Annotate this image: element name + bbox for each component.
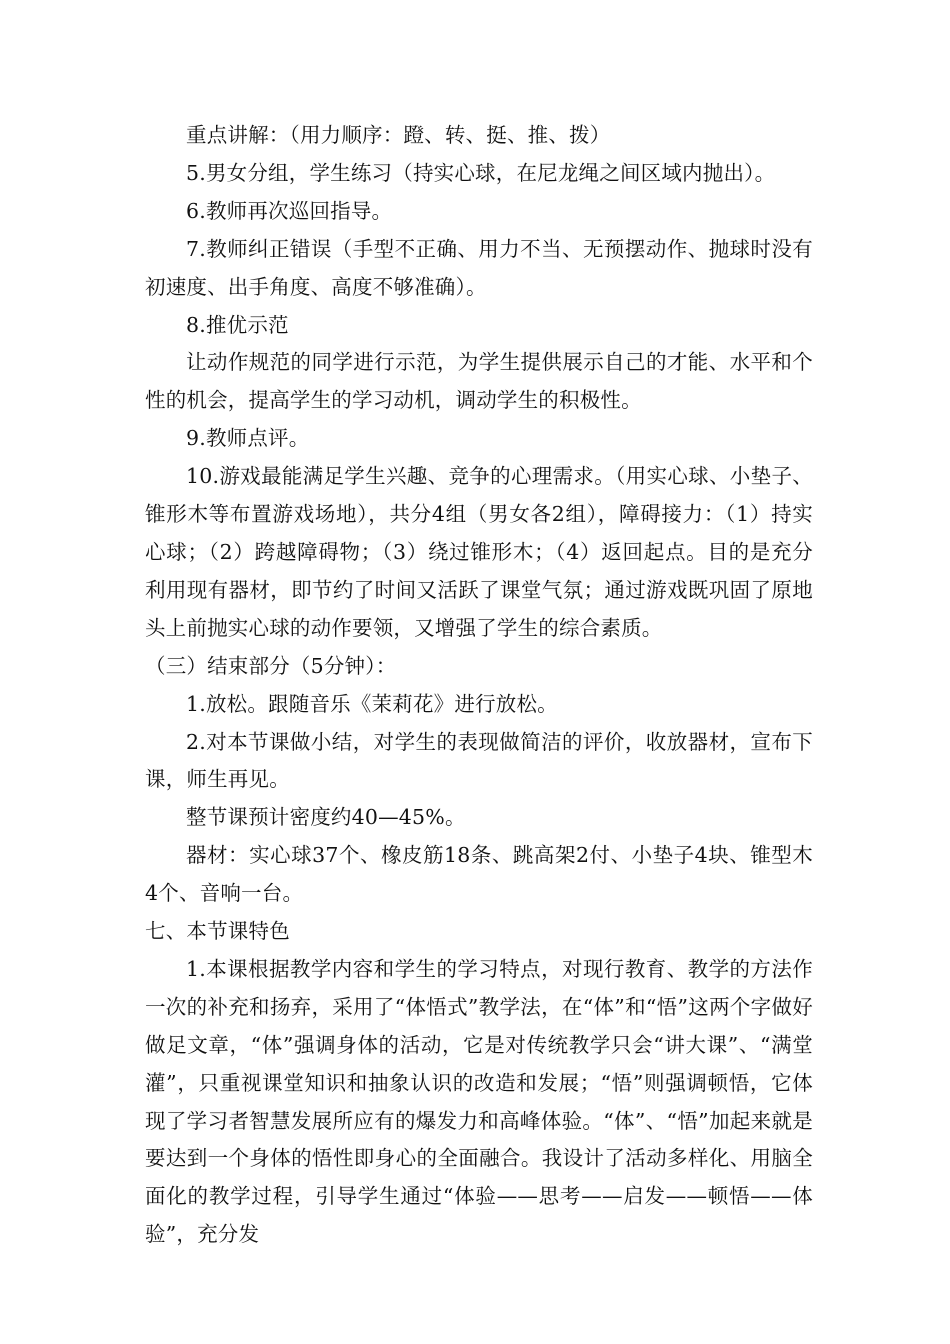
paragraph-relax: 1.放松。跟随音乐《茉莉花》进行放松。 — [186, 691, 558, 716]
section-heading-features: 七、本节课特色 — [145, 919, 290, 944]
paragraph-key-points: 重点讲解：（用力顺序：蹬、转、挺、推、拨） — [186, 123, 611, 147]
paragraph-feature-1: 1.本课根据教学内容和学生的学习特点，对现行教育、教学的方法作一次的补充和扬弃，采用了“体悟式”教学法，在“体”和“悟”这两个字做好做足文章，“体”强调身体的活动，它是对传统教学只会“讲大课”、“满堂灌”，只重视课堂知识和抽象认识的改造和发展；“悟”则强调顿悟，它体现了学习者智慧发展所应有的爆发力和高峰体验。“体”、“悟”加起来就是要达到一个身体的悟性即身心的全面融合。我设计了活动多样化、用脑全面化的教学过程，引导学生通过“体验——思考——启发——顿悟——体验”，充分发 — [145, 956, 813, 1247]
paragraph-step-10: 10.游戏最能满足学生兴趣、竞争的心理需求。（用实心球、小垫子、锥形木等布置游戏场地），共分4组（男女各2组），障碍接力：（1）持实心球；（2）跨越障碍物；（3）绕过锥形木；（4）返回起点。目的是充分利用现有器材，即节约了时间又活跃了课堂气氛；通过游戏既巩固了原地头上前抛实心球的动作要领，又增强了学生的综合素质。 — [145, 464, 813, 640]
paragraph-summary: 2.对本节课做小结，对学生的表现做简洁的评价，收放器材，宣布下课，师生再见。 — [145, 729, 813, 792]
paragraph-equipment: 器材：实心球37个、橡皮筋18条、跳高架2付、小垫子4块、锥型木4个、音响一台。 — [145, 843, 813, 906]
section-heading-ending: （三）结束部分（5分钟）： — [145, 653, 397, 678]
paragraph-step-7: 7.教师纠正错误（手型不正确、用力不当、无预摆动作、抛球时没有初速度、出手角度、高度不够准确）。 — [145, 236, 813, 299]
document-body — [145, 117, 813, 1254]
paragraph-step-9: 9.教师点评。 — [186, 426, 310, 451]
paragraph-demonstration: 让动作规范的同学进行示范，为学生提供展示自己的才能、水平和个性的机会，提高学生的学习动机，调动学生的积极性。 — [145, 350, 813, 413]
paragraph-density: 整节课预计密度约40—45%。 — [186, 805, 466, 830]
paragraph-step-8: 8.推优示范 — [186, 312, 289, 337]
paragraph-step-5: 5.男女分组，学生练习（持实心球，在尼龙绳之间区域内抛出）。 — [186, 160, 776, 185]
paragraph-step-6: 6.教师再次巡回指导。 — [186, 198, 393, 223]
